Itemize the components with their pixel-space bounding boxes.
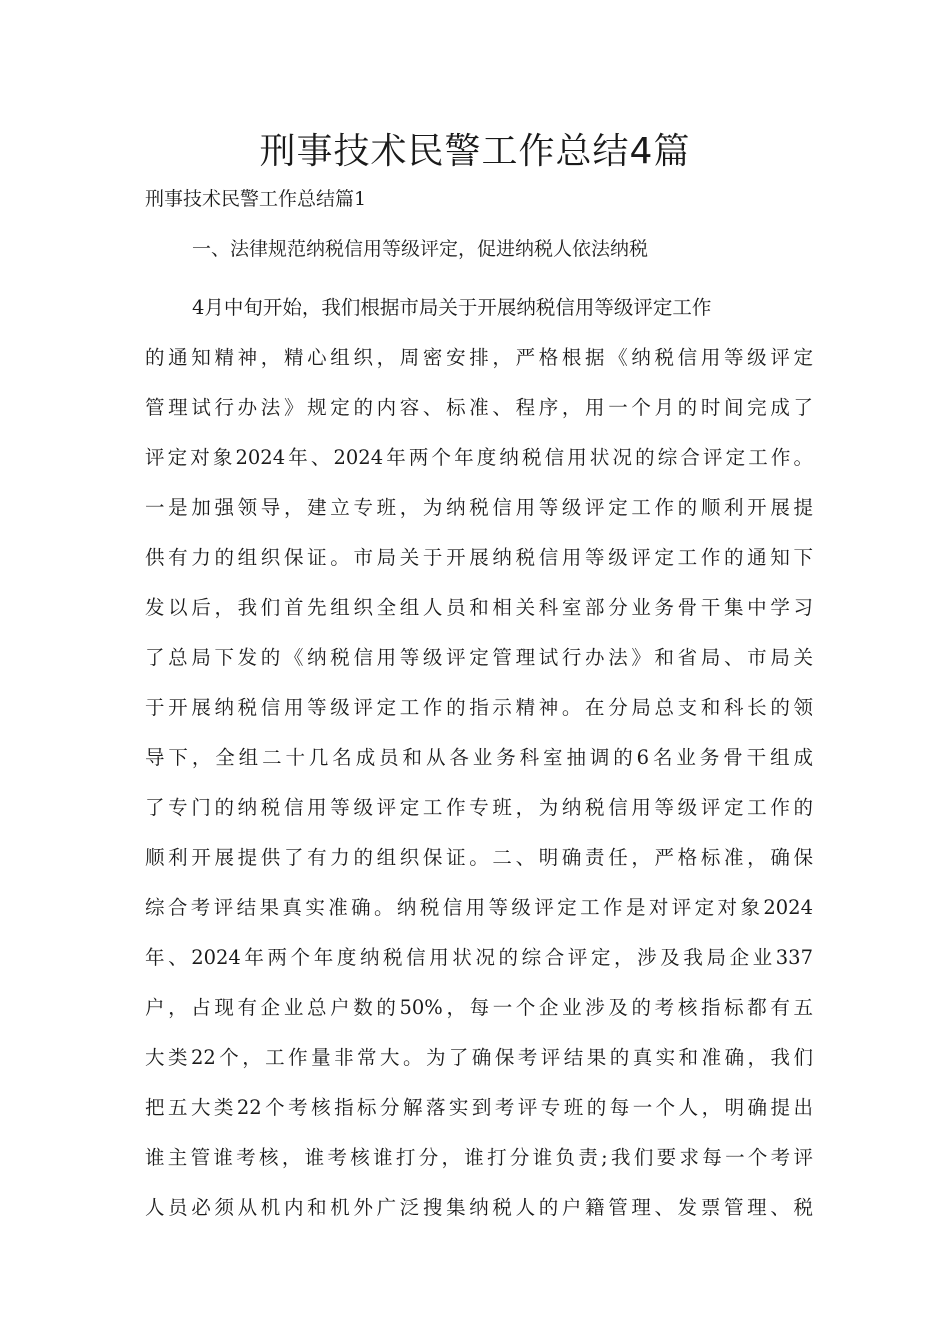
body-line: 大类22个，工作量非常大。为了确保考评结果的真实和准确，我们 <box>145 1046 813 1069</box>
document-title: 刑事技术民警工作总结4篇 <box>259 131 691 172</box>
body-line: 年、2024年两个年度纳税信用状况的综合评定，涉及我局企业337 <box>145 946 813 969</box>
body-line: 发以后，我们首先组织全组人员和相关科室部分业务骨干集中学习 <box>145 596 813 619</box>
body-line: 综合考评结果真实准确。纳税信用等级评定工作是对评定对象2024 <box>145 896 813 919</box>
body-line: 谁主管谁考核，谁考核谁打分，谁打分谁负责;我们要求每一个考评 <box>145 1146 813 1169</box>
body-line: 的通知精神，精心组织，周密安排，严格根据《纳税信用等级评定 <box>145 346 813 369</box>
body-paragraph <box>145 283 813 1233</box>
body-line: 一是加强领导，建立专班，为纳税信用等级评定工作的顺利开展提 <box>145 496 813 519</box>
body-line: 人员必须从机内和机外广泛搜集纳税人的户籍管理、发票管理、税 <box>145 1196 813 1219</box>
body-line: 供有力的组织保证。市局关于开展纳税信用等级评定工作的通知下 <box>145 546 813 569</box>
body-line: 顺利开展提供了有力的组织保证。二、明确责任，严格标准，确保 <box>145 846 813 869</box>
body-line: 导下，全组二十几名成员和从各业务科室抽调的6名业务骨干组成 <box>145 746 813 769</box>
body-line: 于开展纳税信用等级评定工作的指示精神。在分局总支和科长的领 <box>145 696 813 719</box>
body-line: 了总局下发的《纳税信用等级评定管理试行办法》和省局、市局关 <box>145 646 813 669</box>
body-line: 了专门的纳税信用等级评定工作专班，为纳税信用等级评定工作的 <box>145 796 813 819</box>
body-line: 户，占现有企业总户数的50%，每一个企业涉及的考核指标都有五 <box>145 996 813 1019</box>
body-line: 管理试行办法》规定的内容、标准、程序，用一个月的时间完成了 <box>145 396 813 419</box>
body-line: 把五大类22个考核指标分解落实到考评专班的每一个人，明确提出 <box>145 1096 813 1119</box>
document-subtitle: 刑事技术民警工作总结篇1 <box>145 188 367 210</box>
section-heading: 一、法律规范纳税信用等级评定，促进纳税人依法纳税 <box>192 238 649 260</box>
body-line: 评定对象2024年、2024年两个年度纳税信用状况的综合评定工作。 <box>145 446 813 469</box>
body-line: 4月中旬开始，我们根据市局关于开展纳税信用等级评定工作 <box>192 296 712 319</box>
